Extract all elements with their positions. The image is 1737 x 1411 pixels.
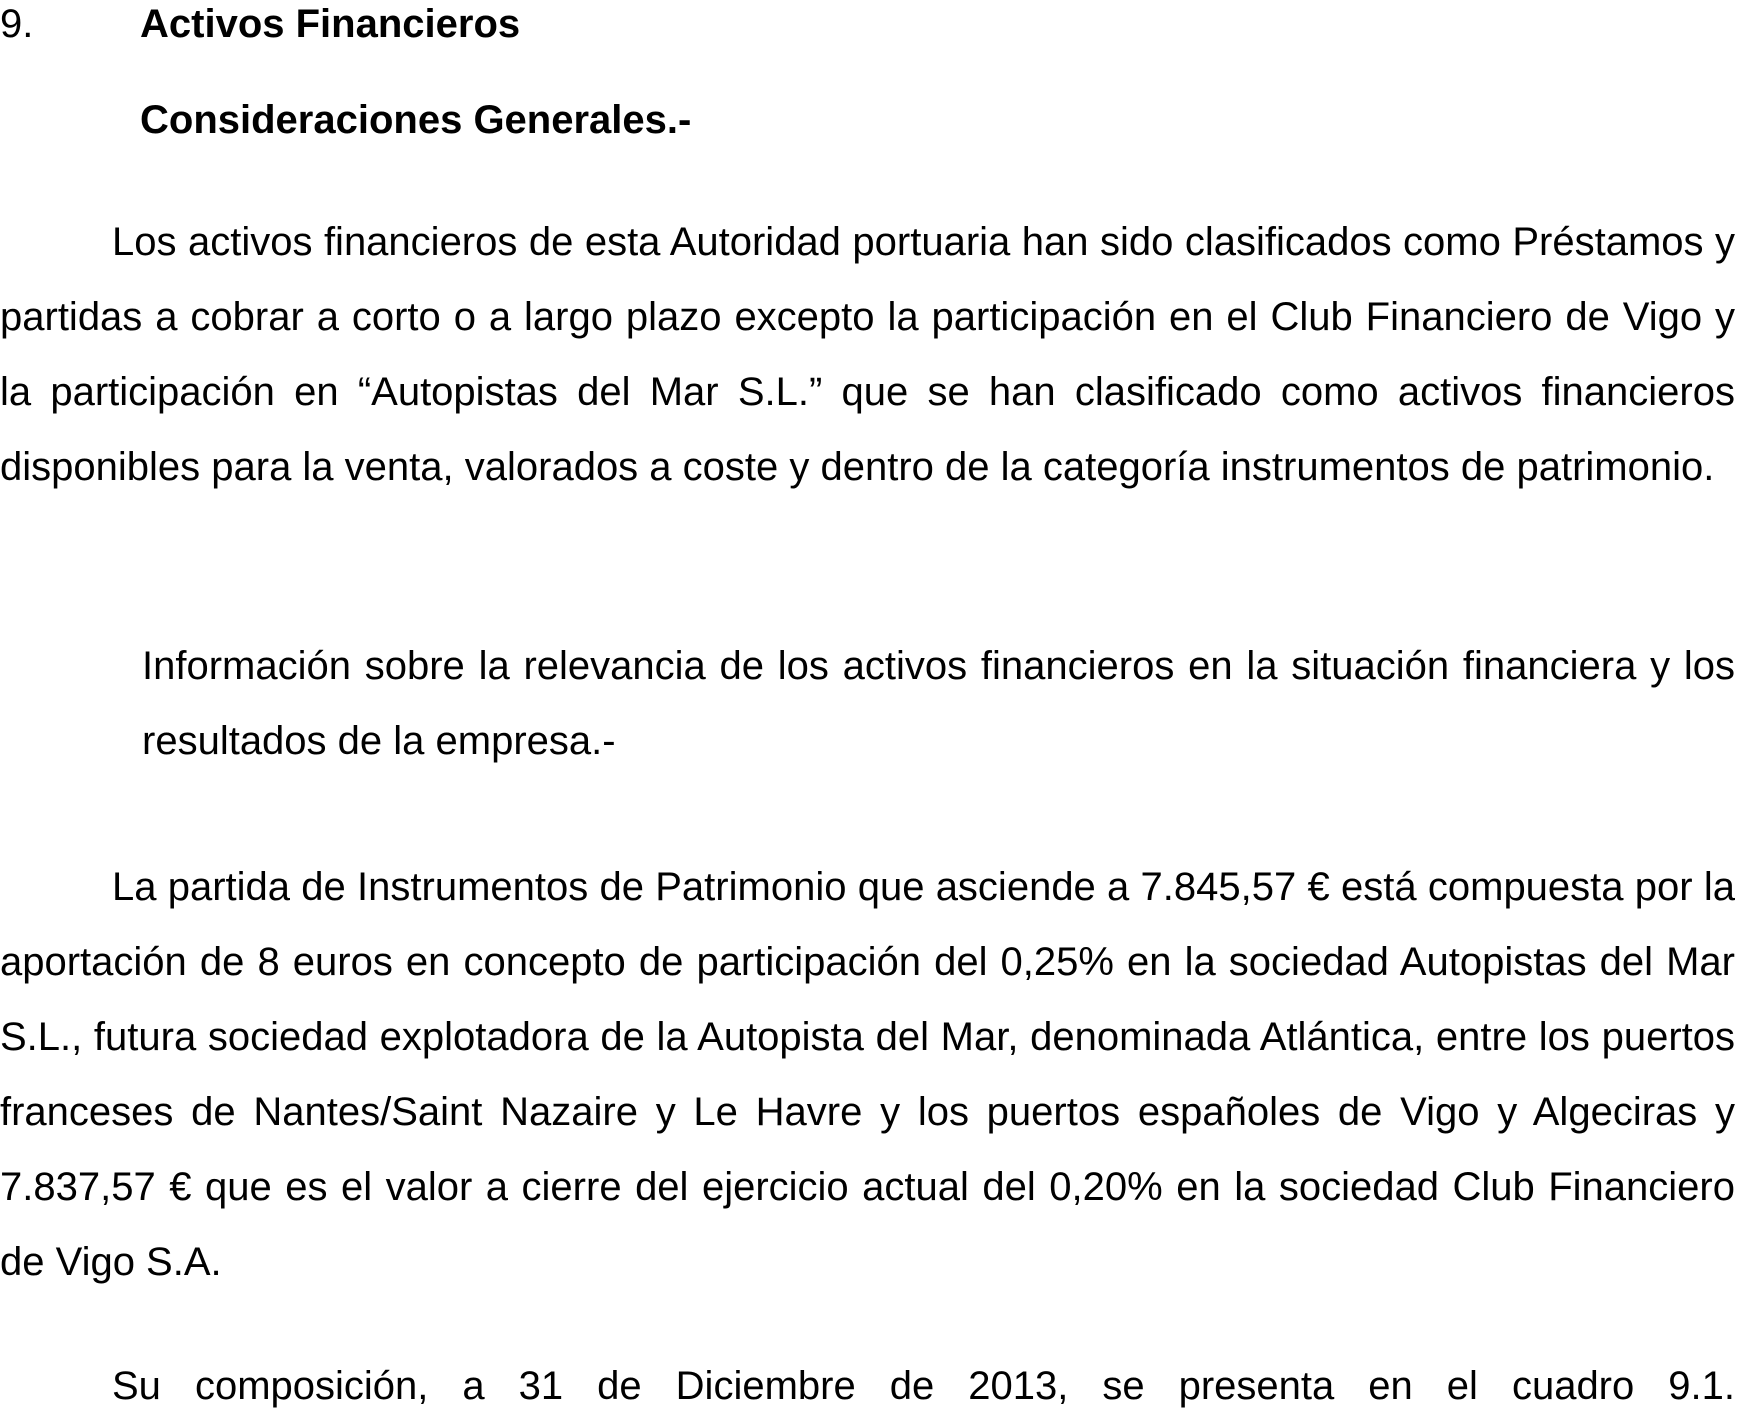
- paragraph-classification: Los activos financieros de esta Autoridad portuaria han sido clasificados como Préstamos y partidas a cobrar a corto o a largo plazo excepto la participación en el Club Financiero de Vigo y la participación en “Autopistas del Mar S.L.” que se han clasificado como activos financieros disponibles para la venta, valorados a coste y dentro de la categoría instrumentos de patrimonio.: [0, 220, 1735, 489]
- section-number: 9.: [0, 2, 34, 46]
- paragraph-instruments: La partida de Instrumentos de Patrimonio que asciende a 7.845,57 € está compuesta por la aportación de 8 euros en concepto de participación del 0,25% en la sociedad Autopistas del Mar S.L., futura sociedad explotadora de la Autopista del Mar, denominada Atlántica, entre los puertos franceses de Nantes/Saint Nazaire y Le Havre y los puertos españoles de Vigo y Algeciras y 7.837,57 € que es el valor a cierre del ejercicio actual del 0,20% en la sociedad Club Financiero de Vigo S.A.: [0, 865, 1735, 1284]
- paragraph-composition: Su composición, a 31 de Diciembre de 2013, se presenta en el cuadro 9.1.: [112, 1364, 1735, 1408]
- paragraph-info-heading: Información sobre la relevancia de los activos financieros en la situación financiera y los resultados de la empresa.-: [142, 644, 1735, 763]
- section-title: Activos Financieros: [140, 2, 521, 46]
- subheading: Consideraciones Generales.-: [140, 98, 692, 142]
